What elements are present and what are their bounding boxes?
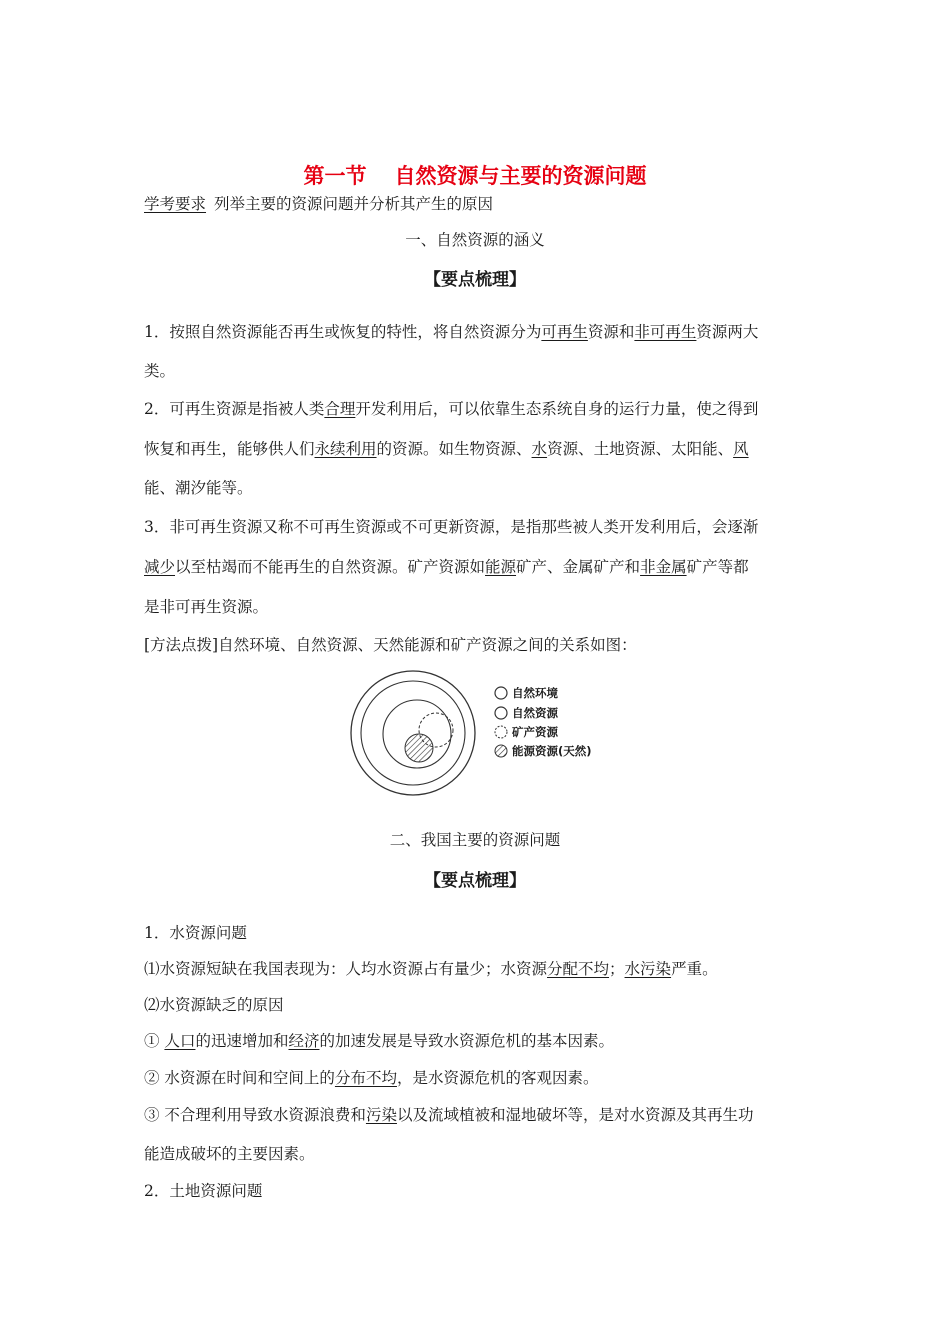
paragraph: 2．可再生资源是指被人类合理开发利用后，可以依靠生态系统自身的运行力量，使之得到	[144, 400, 759, 418]
section1-badge: 【要点梳理】	[424, 270, 526, 290]
paragraph: 1．按照自然资源能否再生或恢复的特性，将自然资源分为可再生资源和非可再生资源两大	[144, 323, 759, 341]
energy-resources-circle	[405, 734, 433, 762]
legend-natural-environment: 自然环境	[512, 686, 558, 700]
method-tip: [方法点拨]自然环境、自然资源、天然能源和矿产资源之间的关系如图：	[144, 636, 637, 654]
paragraph: 类。	[144, 362, 176, 380]
legend-natural-resources: 自然资源	[512, 706, 558, 720]
paragraph: 恢复和再生，能够供人们永续利用的资源。如生物资源、水资源、土地资源、太阳能、风	[144, 440, 749, 458]
subsection-title: 1．水资源问题	[144, 924, 247, 942]
paragraph: 能、潮汐能等。	[144, 479, 253, 497]
subsection-title: 2．土地资源问题	[144, 1182, 263, 1200]
section2-badge: 【要点梳理】	[424, 871, 526, 891]
legend-energy-resources: 能源资源(天然)	[512, 744, 592, 758]
paragraph: 3．非可再生资源又称不可再生资源或不可更新资源，是指那些被人类开发利用后，会逐渐	[144, 518, 759, 536]
page-title: 第一节 自然资源与主要的资源问题	[303, 164, 647, 188]
paragraph: 是非可再生资源。	[144, 598, 269, 616]
natural-environment-inner-ring	[361, 681, 465, 785]
learning-requirement	[144, 193, 812, 215]
paragraph: 能造成破坏的主要因素。	[144, 1145, 315, 1163]
requirement-label: 学考要求	[144, 195, 207, 213]
natural-environment-circle	[351, 671, 475, 795]
paragraph: ③ 不合理利用导致水资源浪费和污染以及流域植被和湿地破坏等，是对水资源及其再生功	[144, 1106, 754, 1124]
paragraph: ⑵水资源缺乏的原因	[144, 996, 284, 1014]
resource-relationship-diagram	[348, 668, 618, 798]
section2-heading: 二、我国主要的资源问题	[389, 831, 561, 849]
legend-energy-resources-icon	[495, 745, 507, 757]
paragraph: 减少以至枯竭而不能再生的自然资源。矿产资源如能源矿产、金属矿产和非金属矿产等都	[144, 558, 749, 576]
requirement-text: 列举主要的资源问题并分析其产生的原因	[214, 195, 494, 213]
legend-natural-environment-icon	[495, 687, 507, 699]
paragraph: ② 水资源在时间和空间上的分布不均，是水资源危机的客观因素。	[144, 1069, 599, 1087]
legend-natural-resources-icon	[495, 707, 507, 719]
paragraph: ① 人口的迅速增加和经济的加速发展是导致水资源危机的基本因素。	[144, 1032, 614, 1050]
legend-mineral-resources: 矿产资源	[512, 725, 558, 739]
paragraph: ⑴水资源短缺在我国表现为：人均水资源占有量少；水资源分配不均；水污染严重。	[144, 960, 718, 978]
legend-mineral-resources-icon	[495, 726, 507, 738]
section1-heading: 一、自然资源的涵义	[405, 231, 545, 249]
